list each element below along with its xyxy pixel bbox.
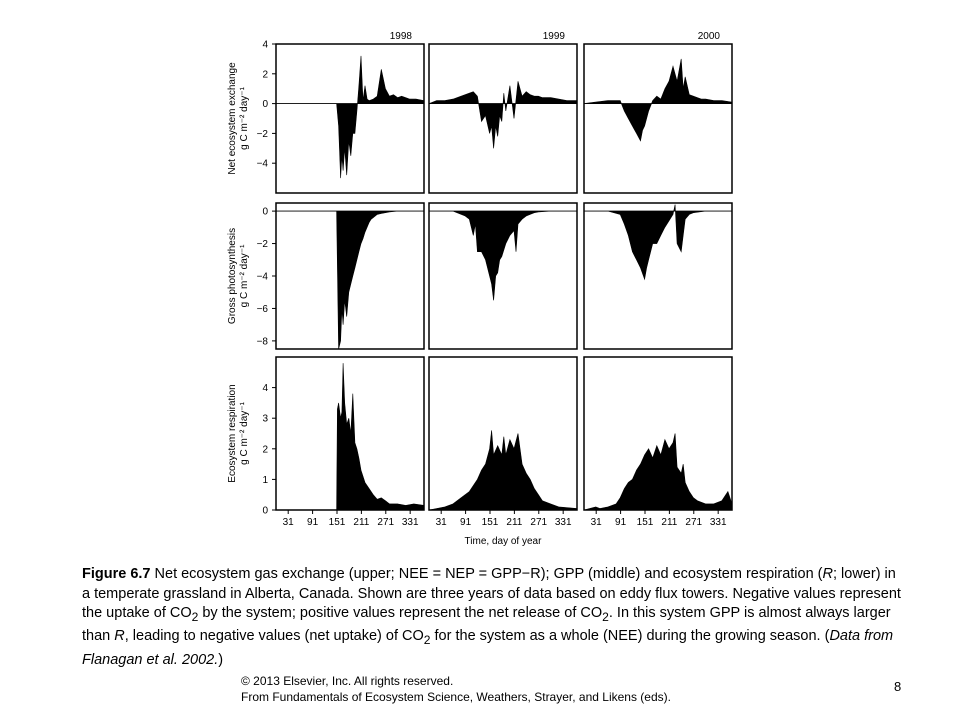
x-tick-label-211-1999: 211 [506, 517, 523, 528]
gpp-y-tick-label-1: −2 [256, 239, 268, 251]
caption-subscript-1: 2 [191, 609, 199, 624]
caption-subscript-2: 2 [602, 609, 609, 624]
gpp-area-2000 [584, 205, 732, 280]
x-tick-label-151-1998: 151 [328, 517, 346, 528]
respiration-y-axis-label-line-2: g C m⁻² day⁻¹ [239, 402, 250, 465]
x-tick-label-331-2000: 331 [709, 517, 727, 528]
gpp-y-tick-label-2: −4 [256, 271, 268, 283]
x-tick-label-151-2000: 151 [636, 517, 654, 528]
nee-y-tick-label-1: 2 [262, 69, 268, 81]
gpp-y-axis-label-line-2: g C m⁻² day⁻¹ [239, 244, 250, 308]
gpp-y-axis-label [227, 228, 250, 324]
nee-area-2000 [584, 59, 732, 141]
respiration-y-axis-label [227, 384, 250, 482]
respiration-y-tick-label-2: 2 [262, 444, 268, 456]
respiration-area-1998 [276, 363, 424, 510]
nee-area-1999 [429, 81, 577, 148]
caption-r-2: R [114, 628, 125, 645]
respiration-y-tick-label-0: 0 [262, 505, 268, 517]
gpp-y-tick-label-0: 0 [262, 206, 268, 218]
credit-line-2: From Fundamentals of Ecosystem Science, Weathers, Strayer, and Likens (eds). [241, 690, 671, 704]
caption-r-1: R [822, 566, 833, 582]
respiration-area-1999 [429, 430, 577, 510]
nee-frame-2000 [584, 44, 732, 193]
x-tick-label-91-1998: 91 [307, 517, 319, 528]
caption-text-3: by the system; positive values represent the net release of CO [198, 605, 603, 621]
year-label-1999: 1999 [542, 31, 565, 42]
caption-figure-label: Figure 6.7 [82, 566, 151, 582]
x-tick-label-271-1998: 271 [377, 517, 395, 528]
x-axis-label: Time, day of year [464, 536, 542, 547]
gpp-area-1998 [276, 211, 424, 349]
respiration-y-axis-label-line-1: Ecosystem respiration [227, 384, 238, 483]
x-tick-label-31-2000: 31 [590, 517, 602, 528]
gpp-area-1999 [429, 211, 577, 300]
nee-area-1998 [276, 56, 424, 178]
caption-source: Data from Flanagan et al. 2002. [82, 628, 894, 668]
x-tick-label-31-1999: 31 [435, 517, 447, 528]
nee-y-axis-label-line-1: Net ecosystem exchange [227, 62, 238, 175]
caption-text-7: ) [218, 651, 224, 668]
respiration-y-tick-label-3: 3 [262, 413, 268, 425]
credit-line-1: © 2013 Elsevier, Inc. All rights reserved. [241, 674, 454, 688]
nee-y-axis-label-line-2: g C m⁻² day⁻¹ [239, 87, 250, 150]
x-tick-label-211-1998: 211 [353, 517, 370, 528]
copyright-credit [241, 673, 671, 705]
gpp-y-tick-label-3: −6 [256, 303, 268, 315]
page-number: 8 [894, 679, 902, 694]
x-tick-label-31-1998: 31 [282, 517, 294, 528]
respiration-area-2000 [584, 434, 732, 511]
x-tick-label-271-1999: 271 [530, 517, 548, 528]
x-tick-label-331-1998: 331 [401, 517, 419, 528]
x-tick-label-271-2000: 271 [685, 517, 703, 528]
caption-text-5: , leading to negative values (net uptake) of CO [124, 628, 424, 645]
caption-text-6: for the system as a whole (NEE) during the growing season. ( [430, 628, 830, 645]
figure-caption [82, 565, 902, 670]
x-tick-label-211-2000: 211 [661, 517, 678, 528]
nee-y-tick-label-2: 0 [262, 99, 268, 111]
x-tick-label-91-1999: 91 [460, 517, 472, 528]
year-label-1998: 1998 [389, 31, 412, 42]
gpp-y-axis-label-line-1: Gross photosynthesis [227, 227, 238, 325]
year-label-2000: 2000 [697, 31, 720, 42]
nee-y-tick-label-4: −4 [256, 158, 268, 170]
nee-frame-1999 [429, 44, 577, 193]
respiration-y-tick-label-1: 1 [262, 474, 268, 486]
x-tick-label-91-2000: 91 [615, 517, 627, 528]
nee-y-tick-label-0: 4 [262, 39, 268, 51]
respiration-y-tick-label-4: 4 [262, 383, 268, 395]
nee-y-axis-label [227, 62, 250, 175]
caption-subscript-3: 2 [423, 633, 431, 648]
x-tick-label-151-1999: 151 [481, 517, 499, 528]
gpp-y-tick-label-4: −8 [256, 336, 268, 348]
caption-text-4: . In this system GPP is almost always larger than [82, 605, 891, 645]
x-tick-label-331-1999: 331 [554, 517, 572, 528]
nee-y-tick-label-3: −2 [256, 128, 268, 140]
caption-text-1: Net ecosystem gas exchange (upper; NEE = NEP = GPP−R); GPP (middle) and ecosystem respiration ( [150, 566, 823, 582]
caption-text-2: ; lower) in a temperate grassland in Alberta, Canada. Shown are three years of data based on eddy flux towers. Negative values represent the uptake of CO [82, 566, 901, 621]
